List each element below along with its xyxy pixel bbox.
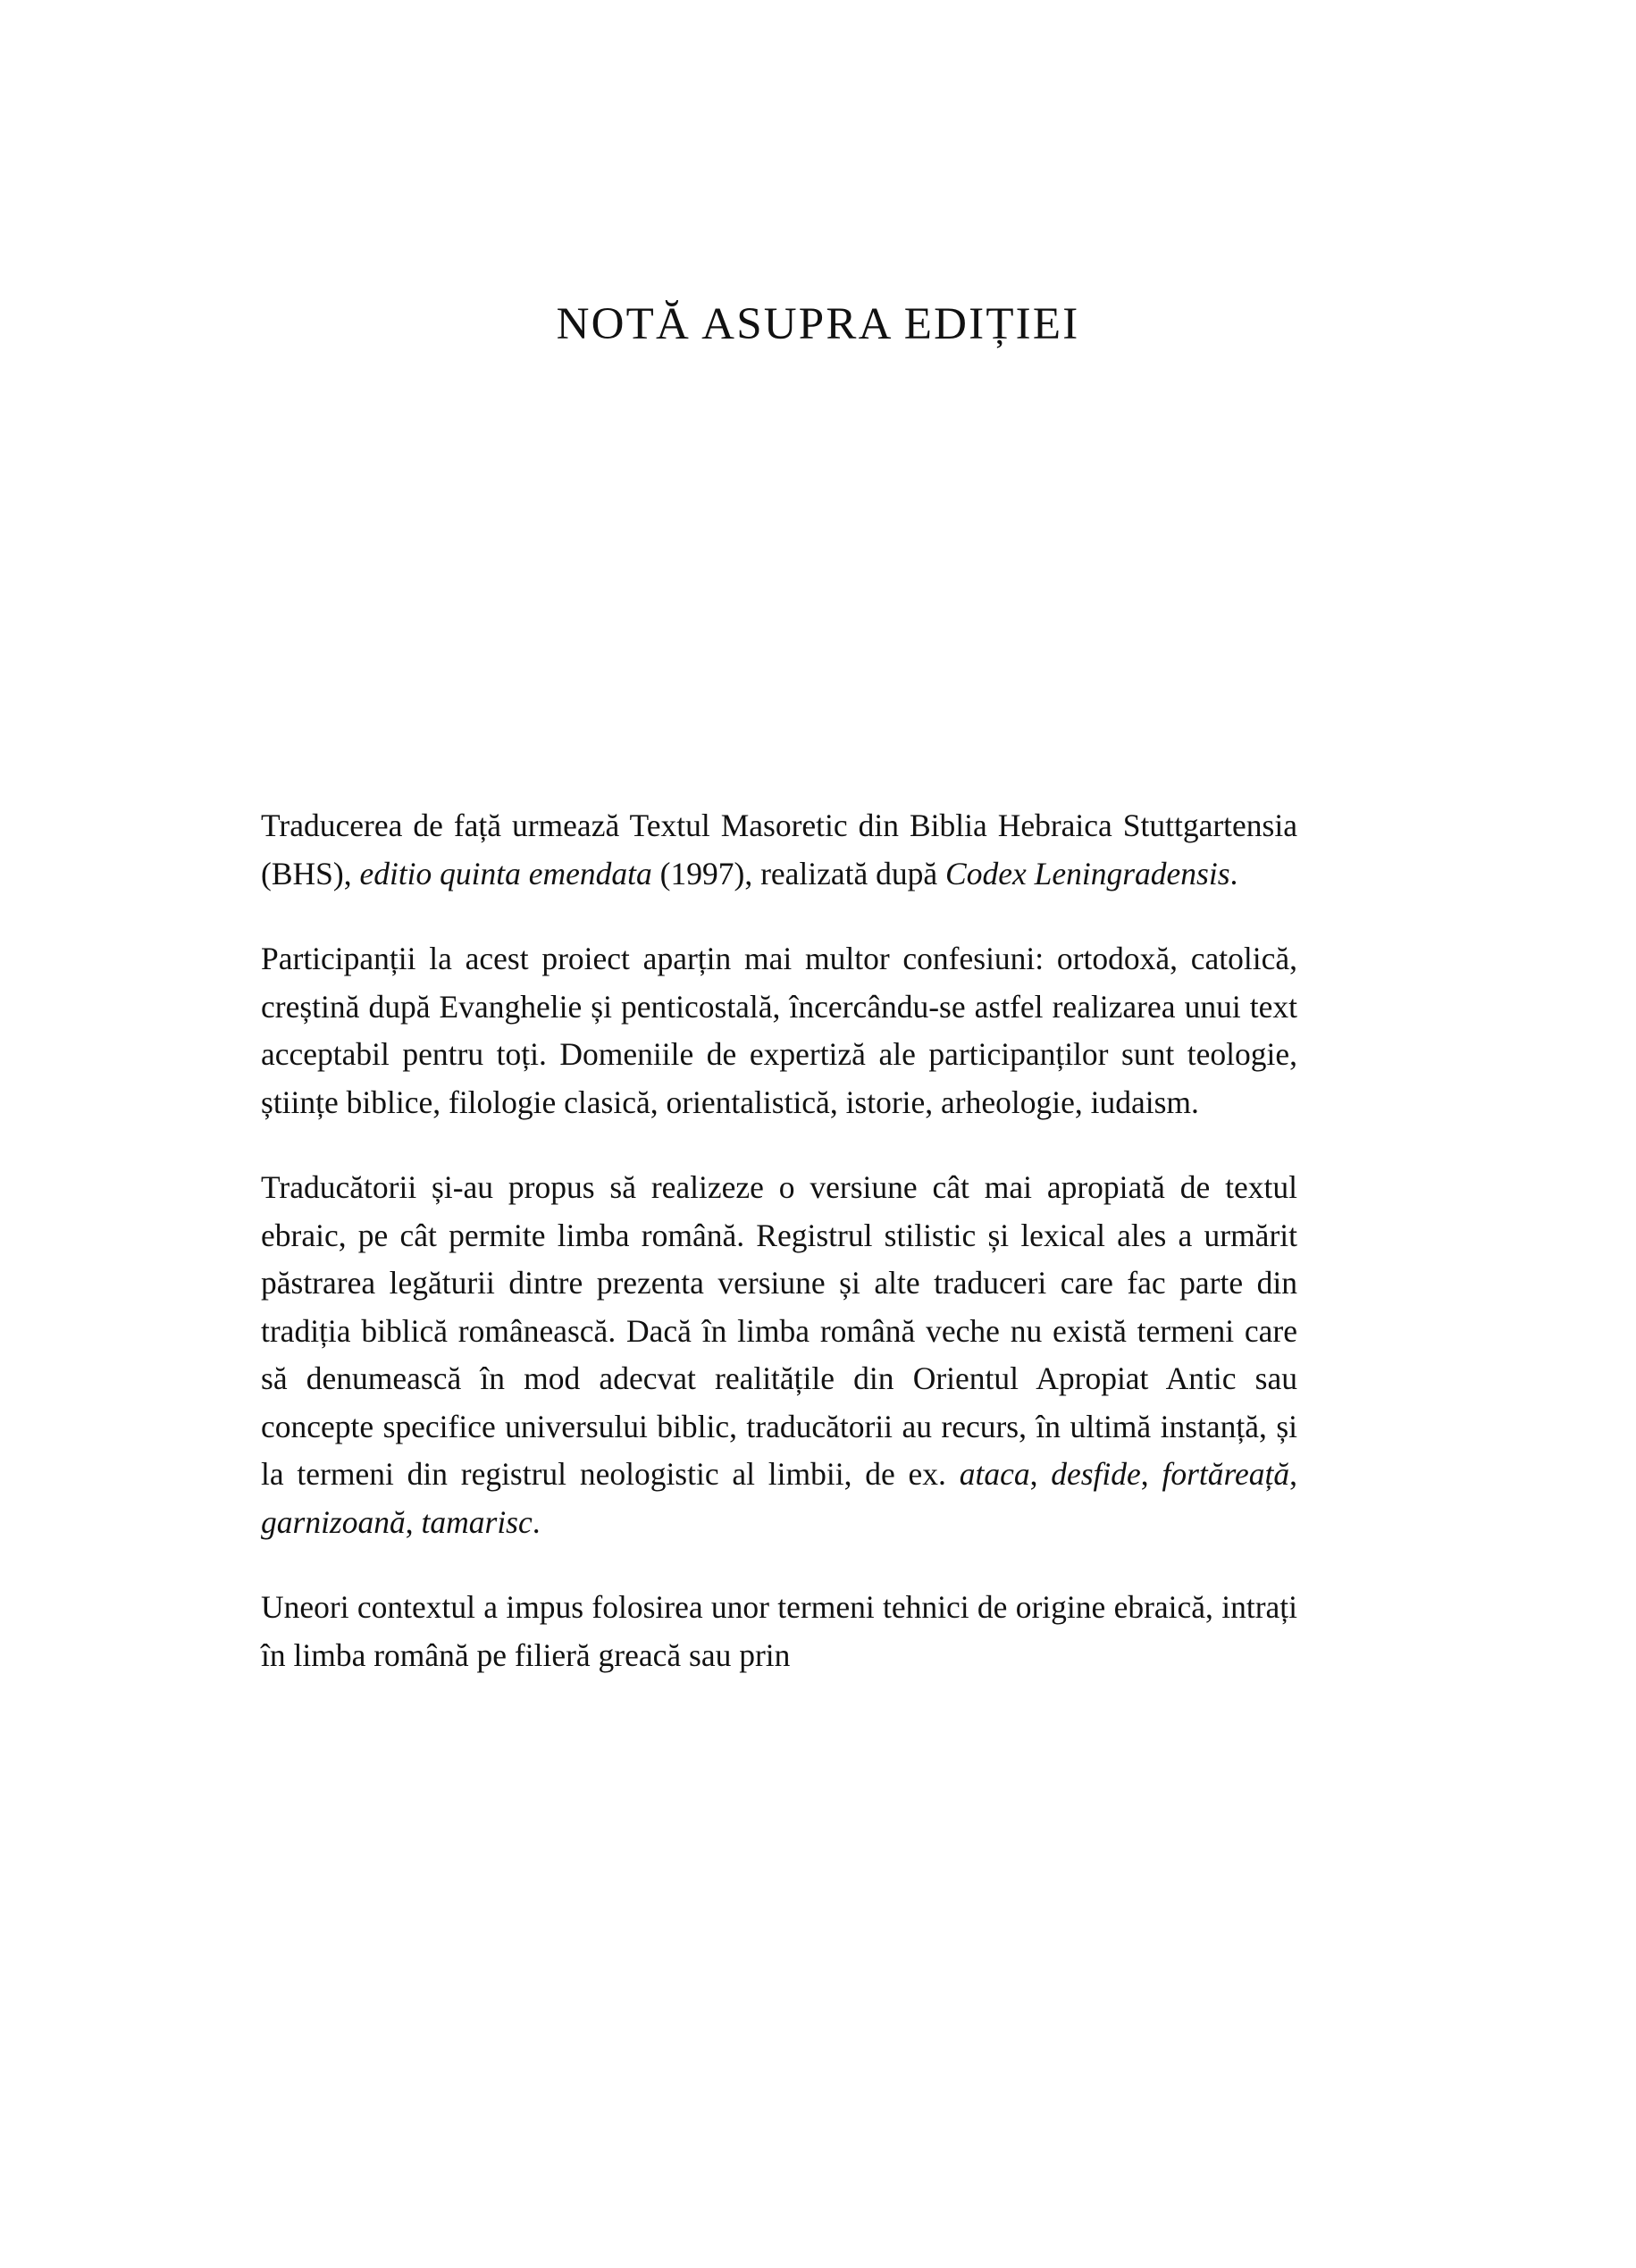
italic-term-tamarisc: tamarisc <box>421 1503 533 1540</box>
italic-term-ataca: ataca <box>959 1456 1030 1492</box>
paragraph-2: Participanții la acest proiect aparțin mai multor confesiuni: ortodoxă, catolică, creștină după Evanghelie și penticostală, încercându-se astfel realizarea unui text acceptabil pentru toți. Domeniile de expertiză ale participanților sunt teologie, științe biblice, filologie clasică, orientalistică, istorie, arheologie, iudaism. <box>261 941 1297 1120</box>
italic-term-desfide: desfide <box>1051 1456 1141 1492</box>
italic-title-editio: editio quinta emendata <box>359 855 652 891</box>
paragraph-1: Traducerea de față urmează Textul Masoretic din Biblia Hebraica Stuttgartensia (BHS), editio quinta emendata (1997), realizată după Codex Leningradensis. <box>261 808 1297 891</box>
page-title: NOTĂ ASUPRA EDIȚIEI <box>556 299 1080 350</box>
italic-term-fortareata: fortăreață <box>1162 1456 1290 1492</box>
italic-title-codex: Codex Leningradensis <box>945 855 1230 891</box>
paragraph-3: Traducătorii și-au propus să realizeze o versiune cât mai apropiată de textul ebraic, pe cât permite limba română. Registrul stilistic și lexical ales a urmărit păstrarea legăturii dintre prezenta versiune și alte traduceri care fac parte din tradiția biblică românească. Dacă în limba română veche nu există termeni care să denumească în mod adecvat realitățile din Orientul Apropiat Antic sau concepte specifice universului biblic, traducătorii au recurs, în ultimă instanță, și la termeni din registrul neologistic al limbii, de ex. ataca, desfide, fortăreață, garnizoană, tamarisc. <box>261 1169 1297 1540</box>
paragraph-4: Uneori contextul a impus folosirea unor termeni tehnici de origine ebraică, intrați în limba română pe filieră greacă sau prin <box>261 1589 1297 1673</box>
italic-term-garnizoana: garnizoană <box>261 1503 406 1540</box>
body-text-column <box>261 802 1297 1679</box>
